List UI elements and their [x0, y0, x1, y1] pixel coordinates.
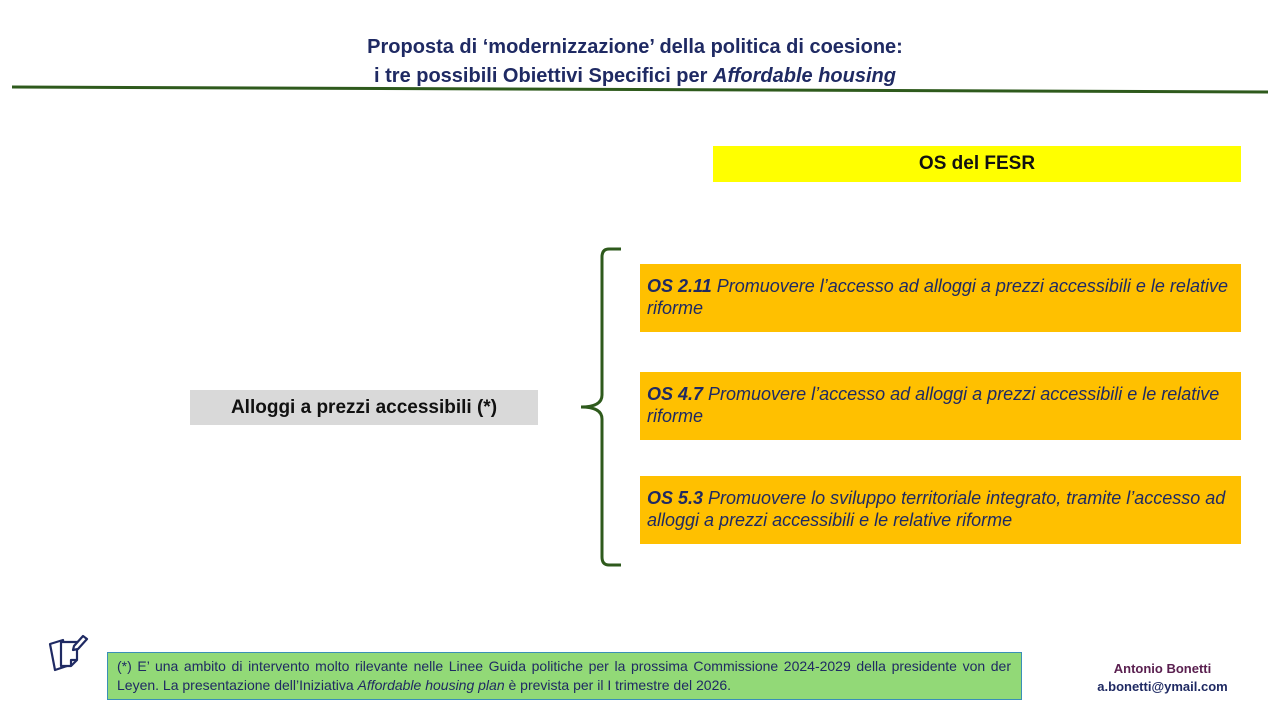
- footnote-box: [107, 652, 1022, 700]
- footnote-text-end: è prevista per il I trimestre del 2026.: [504, 677, 732, 693]
- fesr-header-label: OS del FESR: [713, 146, 1241, 182]
- title-divider: [0, 0, 1280, 100]
- topic-box: Alloggi a prezzi accessibili (*): [190, 390, 538, 425]
- objective-text: Promuovere l’accesso ad alloggi a prezzi accessibili e le relative riforme: [647, 276, 1228, 318]
- objective-code: OS 5.3: [647, 488, 704, 508]
- title-line-2-emphasis: Affordable housing: [713, 65, 896, 87]
- objective-os-5-3: [640, 476, 1241, 544]
- footnote-emphasis: Affordable housing plan: [357, 677, 505, 693]
- objective-text: Promuovere lo sviluppo territoriale integrato, tramite l’accesso ad alloggi a prezzi accessibili e le relative riforme: [647, 488, 1226, 530]
- objective-os-2-11: [640, 264, 1241, 332]
- objective-code: OS 4.7: [647, 384, 704, 404]
- objective-text: Promuovere l’accesso ad alloggi a prezzi accessibili e le relative riforme: [647, 384, 1220, 426]
- footnote-text: (*) E’ una ambito di intervento molto rilevante nelle Linee Guida politiche per la prossima Commissione 2024-2029 della presidente von der Leyen. La presentazione dell’Iniziativa: [117, 658, 1011, 693]
- objective-os-4-7: [640, 372, 1241, 440]
- title-line-1: Proposta di ‘modernizzazione’ della politica di coesione:: [367, 36, 903, 58]
- sticky-notes-icon: [47, 632, 91, 674]
- objective-code: OS 2.11: [647, 276, 712, 296]
- author-email: a.bonetti@ymail.com: [1097, 679, 1228, 694]
- title-line-2-prefix: i tre possibili Obiettivi Specifici per: [374, 65, 713, 87]
- author-name: Antonio Bonetti: [1113, 661, 1212, 676]
- curly-brace: [575, 245, 625, 570]
